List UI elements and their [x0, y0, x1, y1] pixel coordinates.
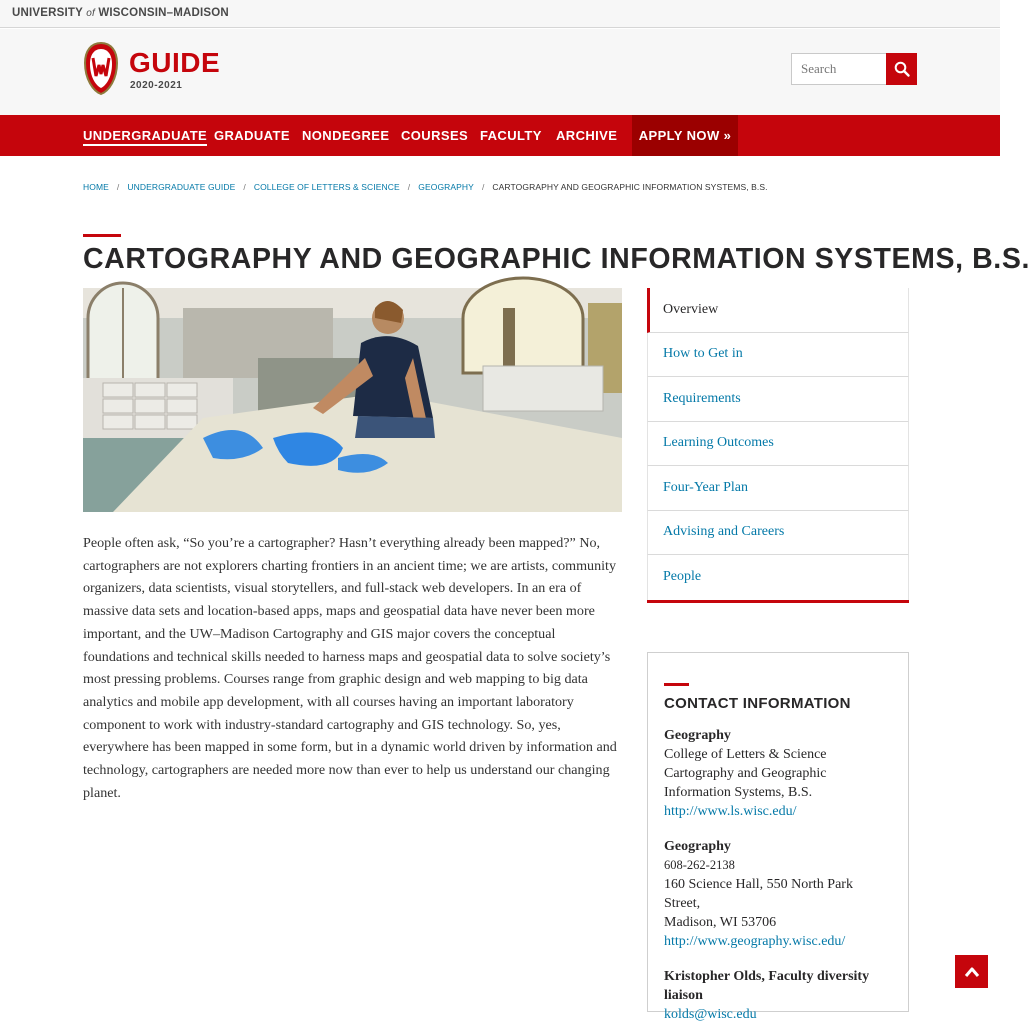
contact-block-college — [664, 726, 892, 821]
back-to-top-button[interactable] — [955, 955, 988, 988]
contact-heading: CONTACT INFORMATION — [664, 695, 851, 712]
contact-liaison-name: Kristopher Olds, Faculty diversity liaison — [664, 969, 870, 1003]
breadcrumb-undergraduate-guide[interactable]: UNDERGRADUATE GUIDE — [127, 182, 236, 192]
university-name-post: WISCONSIN–MADISON — [94, 7, 229, 19]
section-nav-learning-outcomes[interactable]: Learning Outcomes — [647, 422, 909, 467]
apply-now-button[interactable]: APPLY NOW » — [632, 115, 738, 156]
catalog-year: 2020-2021 — [130, 80, 183, 91]
breadcrumb-home[interactable]: HOME — [83, 182, 109, 192]
program-overview-text: People often ask, “So you’re a cartographer? Hasn’t everything already been mapped?” No, cartographers are not explorers charting frontiers in an ancient time; we are artists, community organizers, data scientists, visual storytellers, and full-stack web developers. In an era of massive data sets and location-based apps, maps and geospatial data have never been more important, and the UW–Madison Cartography and GIS major covers the conceptual foundations and technical skills needed to harness maps and geospatial data to solve society’s most pressing problems. Courses range from graphic design and web mapping to big data analytics and mobile app development, with all courses having an important laboratory component to work with industry-standard cartography and GIS technology. So, yes, everywhere has been mapped in some form, but in a dynamic world driven by information and technology, cartographers are needed more now than ever to help us understand our changing planet. — [83, 535, 617, 801]
breadcrumb-separator: / — [481, 182, 485, 192]
contact-geography-link[interactable]: http://www.geography.wisc.edu/ — [664, 934, 846, 949]
contact-phone: 608-262-2138 — [664, 858, 735, 872]
university-name[interactable] — [12, 7, 229, 19]
search-button[interactable] — [886, 53, 917, 85]
nav-nondegree[interactable]: NONDEGREE — [302, 128, 390, 143]
nav-undergraduate[interactable]: UNDERGRADUATE — [83, 128, 207, 146]
contact-email-link[interactable]: kolds@wisc.edu — [664, 1007, 757, 1022]
breadcrumb-separator: / — [243, 182, 246, 192]
chevron-up-icon — [964, 966, 980, 978]
search-icon — [894, 61, 910, 77]
contact-block-liaison — [664, 967, 892, 1024]
breadcrumb-separator: / — [116, 182, 120, 192]
section-nav-overview[interactable]: Overview — [647, 288, 909, 333]
page-title: CARTOGRAPHY AND GEOGRAPHIC INFORMATION SYSTEMS, B.S. — [83, 243, 1030, 275]
contact-name: Geography — [664, 839, 731, 854]
university-name-pre: UNIVERSITY — [12, 7, 87, 19]
main-nav — [0, 115, 1000, 156]
search-input[interactable] — [791, 53, 887, 85]
site-header — [0, 29, 1000, 115]
uw-crest-icon[interactable] — [83, 41, 119, 96]
nav-archive[interactable]: ARCHIVE — [556, 128, 618, 143]
section-nav-how-to-get-in[interactable]: How to Get in — [647, 333, 909, 378]
breadcrumb — [83, 182, 768, 192]
program-photo — [83, 288, 622, 512]
contact-address-line1: 160 Science Hall, 550 North Park Street, — [664, 877, 853, 911]
contact-name: Geography — [664, 728, 731, 743]
breadcrumb-separator: / — [407, 182, 411, 192]
nav-courses[interactable]: COURSES — [401, 128, 469, 143]
top-bar — [0, 0, 1000, 28]
contact-address-line2: Madison, WI 53706 — [664, 915, 777, 930]
section-nav-requirements[interactable]: Requirements — [647, 377, 909, 422]
contact-ls-link[interactable]: http://www.ls.wisc.edu/ — [664, 804, 797, 819]
nav-faculty[interactable]: FACULTY — [480, 128, 542, 143]
breadcrumb-current: CARTOGRAPHY AND GEOGRAPHIC INFORMATION SYSTEMS, B.S. — [492, 182, 768, 192]
photo-illustration — [83, 288, 622, 512]
contact-accent-rule — [664, 683, 689, 686]
contact-college: College of Letters & Science — [664, 747, 827, 762]
contact-information-box — [647, 652, 909, 1022]
section-nav-four-year-plan[interactable]: Four-Year Plan — [647, 466, 909, 511]
university-name-of: of — [86, 8, 95, 19]
site-title[interactable]: GUIDE — [129, 47, 221, 78]
section-nav-advising-careers[interactable]: Advising and Careers — [647, 511, 909, 556]
title-accent-rule — [83, 234, 121, 237]
nav-graduate[interactable]: GRADUATE — [214, 128, 290, 143]
contact-program: Cartography and Geographic Information Systems, B.S. — [664, 766, 827, 800]
section-nav — [647, 288, 909, 603]
section-nav-people[interactable]: People — [647, 555, 909, 600]
breadcrumb-geography[interactable]: GEOGRAPHY — [418, 182, 474, 192]
contact-block-department — [664, 837, 892, 951]
breadcrumb-college[interactable]: COLLEGE OF LETTERS & SCIENCE — [253, 182, 400, 192]
